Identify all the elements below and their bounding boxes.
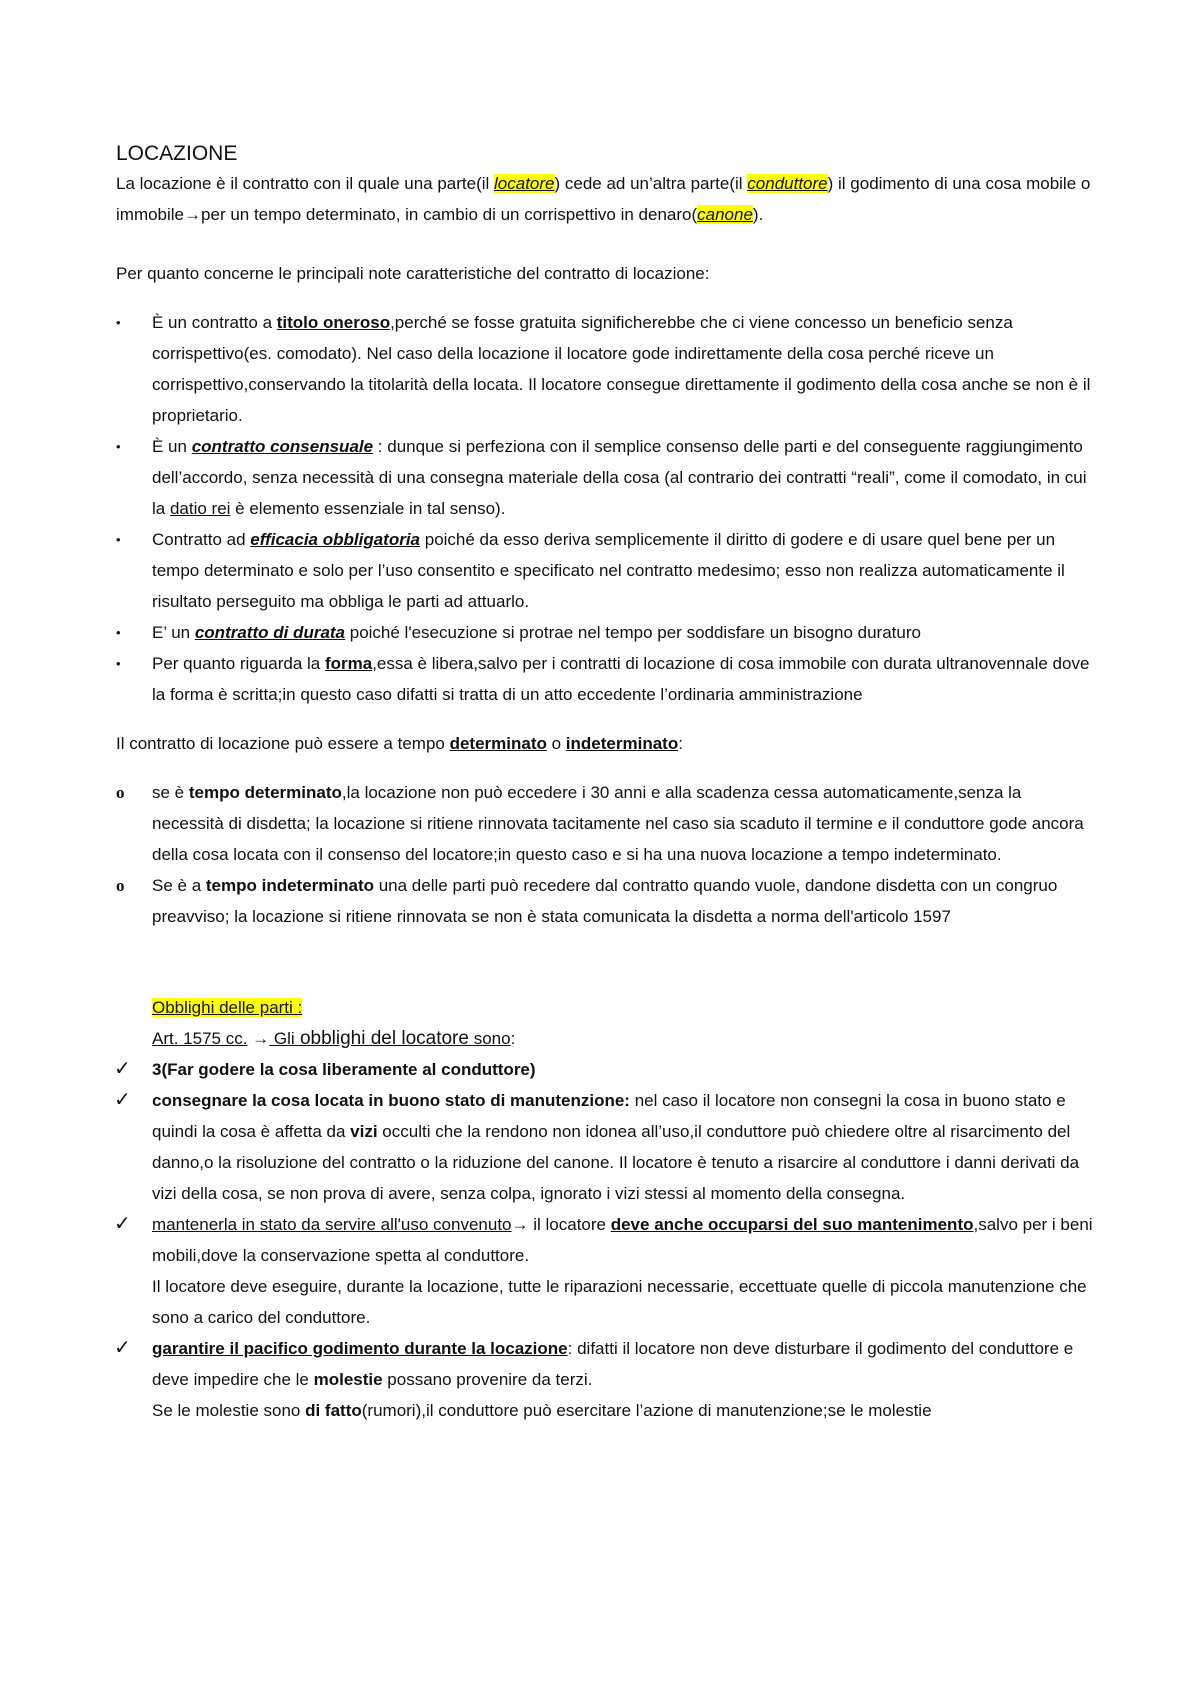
article-number: Art. 1575 cc. [152,1029,248,1048]
list-item [116,1209,1096,1333]
text: E’ un [152,623,195,642]
bullet-icon: • [116,315,121,330]
term-bold: tempo determinato [188,783,342,802]
obligation-note: Il locatore deve eseguire, durante la locazione, tutte le riparazioni necessarie, eccettuate quelle di piccola manutenzione che sono a carico del conduttore. [152,1277,1087,1327]
text: ,essa è libera,salvo per i contratti di locazione di cosa immobile con durata ultranovennale dove la forma è scritta;in questo caso difatti si tratta di un atto eccedente l’ordinaria amministrazione [152,654,1090,704]
arrow-icon: → [184,205,202,224]
term-bold: vizi [350,1122,378,1141]
text: : [510,1029,516,1048]
text: ) il godimento di una cosa mobile o immobile [116,174,1091,224]
highlight-conduttore: conduttore [747,174,828,193]
section-heading: Obblighi delle parti : [152,998,303,1017]
bullet-icon: • [116,625,121,640]
term-underlined: contratto di durata [194,623,346,642]
intro-paragraph [116,168,1096,230]
obligations-heading [116,992,1096,1023]
obligations-list [116,1054,1096,1426]
checkmark-icon: ✓ [114,1089,131,1111]
text: : difatti il locatore non deve disturbare il godimento del conduttore e deve impedire che le [152,1339,1074,1389]
term-underlined: efficacia obbligatoria [250,530,421,549]
text: Se è a [152,876,206,895]
text: poiché l'esecuzione si protrae nel tempo per soddisfare un bisogno duraturo [345,623,921,642]
term-underlined: datio rei [169,499,231,518]
text: possano provenire da terzi. [382,1370,593,1389]
list-item [116,1085,1096,1209]
text: ,perché se fosse gratuita significherebbe che ci viene concesso un beneficio senza corrispettivo(es. comodato). Nel caso della locazione il locatore gode indirettamente della cosa perché riceve un corrispettivo,conservando la titolarità della locata. Il locatore consegue direttamente il godimento della cosa anche se non è il proprietario. [152,313,1091,425]
term-underlined: contratto consensuale [191,437,374,456]
highlight-locatore: locatore [494,174,555,193]
list-item [116,1333,1096,1426]
text: obblighi del locatore [294,1028,469,1049]
text: È un contratto a [152,313,277,332]
term-underlined: determinato [449,734,547,753]
text: ,salvo per i beni mobili,dove la conservazione spetta al conduttore. [152,1215,1093,1265]
bullet-icon: • [116,656,121,671]
term-underlined: indeterminato [565,734,679,753]
list-item [116,307,1096,431]
text: poiché da esso deriva semplicemente il diritto di godere e di usare quel bene per un tempo determinato e solo per l’uso consentito e specificato nel contratto medesimo; esso non realizza automaticamente il risultato perseguito ma obbliga le parti ad attuarlo. [152,530,1065,611]
text: ,la locazione non può eccedere i 30 anni e alla scadenza cessa automaticamente,senza la necessità di disdetta; la locazione si ritiene rinnovata tacitamente nel caso sia scaduto il termine e il conduttore gode ancora della cosa locata con il consenso del locatore;in questo caso e si ha una nuova locazione a tempo indeterminato. [152,783,1084,864]
text: Se le molestie sono [152,1401,306,1420]
text: : [678,734,683,753]
obligation-note [152,1395,1096,1426]
article-reference [116,1023,1096,1054]
list-item [116,870,1096,932]
text: sono [468,1029,511,1048]
text: è elemento essenziale in tal senso). [230,499,506,518]
text: La locazione è il contratto con il quale una parte(il [116,174,495,193]
text: se è [152,783,189,802]
arrow-icon: → [252,1029,270,1048]
obligation-title: consegnare la cosa locata in buono stato di manutenzione: [152,1091,630,1110]
text: È un [152,437,192,456]
arrow-icon: → [511,1215,529,1234]
term-bold: di fatto [305,1401,362,1420]
characteristics-list [116,307,1096,710]
list-item [116,431,1096,524]
text: Il contratto di locazione può essere a tempo [116,734,450,753]
text: Per quanto riguarda la [152,654,325,673]
document-body [116,140,1096,1426]
bullet-icon: • [116,532,121,547]
list-item [116,1054,1096,1085]
bullet-icon: • [116,439,121,454]
text: una delle parti può recedere dal contratto quando vuole, dandone disdetta con un congruo preavviso; la locazione si ritiene rinnovata se non è stata comunicata la disdetta a norma dell'articolo 1597 [152,876,1058,926]
text: Contratto ad [152,530,251,549]
checkmark-icon: ✓ [114,1337,131,1359]
checkmark-icon: ✓ [114,1058,131,1080]
term-bold: molestie [313,1370,383,1389]
obligation-title: mantenerla in stato da servire all'uso convenuto [152,1215,512,1234]
text: Gli [269,1029,295,1048]
text: ). [752,205,764,224]
text: o [546,734,566,753]
list-item [116,777,1096,870]
highlight-canone: canone [697,205,753,224]
obligation-title: 3(Far godere la cosa liberamente al conduttore) [152,1060,536,1079]
duration-paragraph [116,728,1096,759]
text: per un tempo determinato, in cambio di un corrispettivo in denaro( [201,205,698,224]
text: il locatore [528,1215,611,1234]
text: (rumori),il conduttore può esercitare l’azione di manutenzione;se le molestie [361,1401,932,1420]
term-underlined: deve anche occuparsi del suo mantenimento [610,1215,974,1234]
duration-list [116,777,1096,932]
list-item [116,524,1096,617]
circle-bullet-icon: o [116,783,125,802]
term-bold: tempo indeterminato [205,876,374,895]
term-underlined: titolo oneroso [276,313,391,332]
text: : dunque si perfeziona con il semplice consenso delle parti e del conseguente raggiungimento dell’accordo, senza necessità di una consegna materiale della cosa (al contrario dei contratti “reali”, come il comodato, in cui la [152,437,1087,518]
text: occulti che la rendono non idonea all’uso,il conduttore può chiedere oltre al risarcimento del danno,o la risoluzione del contratto o la riduzione del canone. Il locatore è tenuto a risarcire al conduttore i danni derivati da vizi della cosa, se non prova di avere, senza colpa, ignorato i vizi stessi al momento della consegna. [152,1122,1080,1203]
list-item [116,617,1096,648]
obligation-title: garantire il pacifico godimento durante la locazione [152,1339,568,1358]
list-item [116,648,1096,710]
characteristics-lead: Per quanto concerne le principali note caratteristiche del contratto di locazione: [116,264,710,283]
checkmark-icon: ✓ [114,1213,131,1235]
term-underlined: forma [324,654,373,673]
text: ) cede ad un’altra parte(il [554,174,748,193]
page-title: LOCAZIONE [116,142,238,165]
text: nel caso il locatore non consegni la cosa in buono stato e quindi la cosa è affetta da [152,1091,1066,1141]
circle-bullet-icon: o [116,876,125,895]
